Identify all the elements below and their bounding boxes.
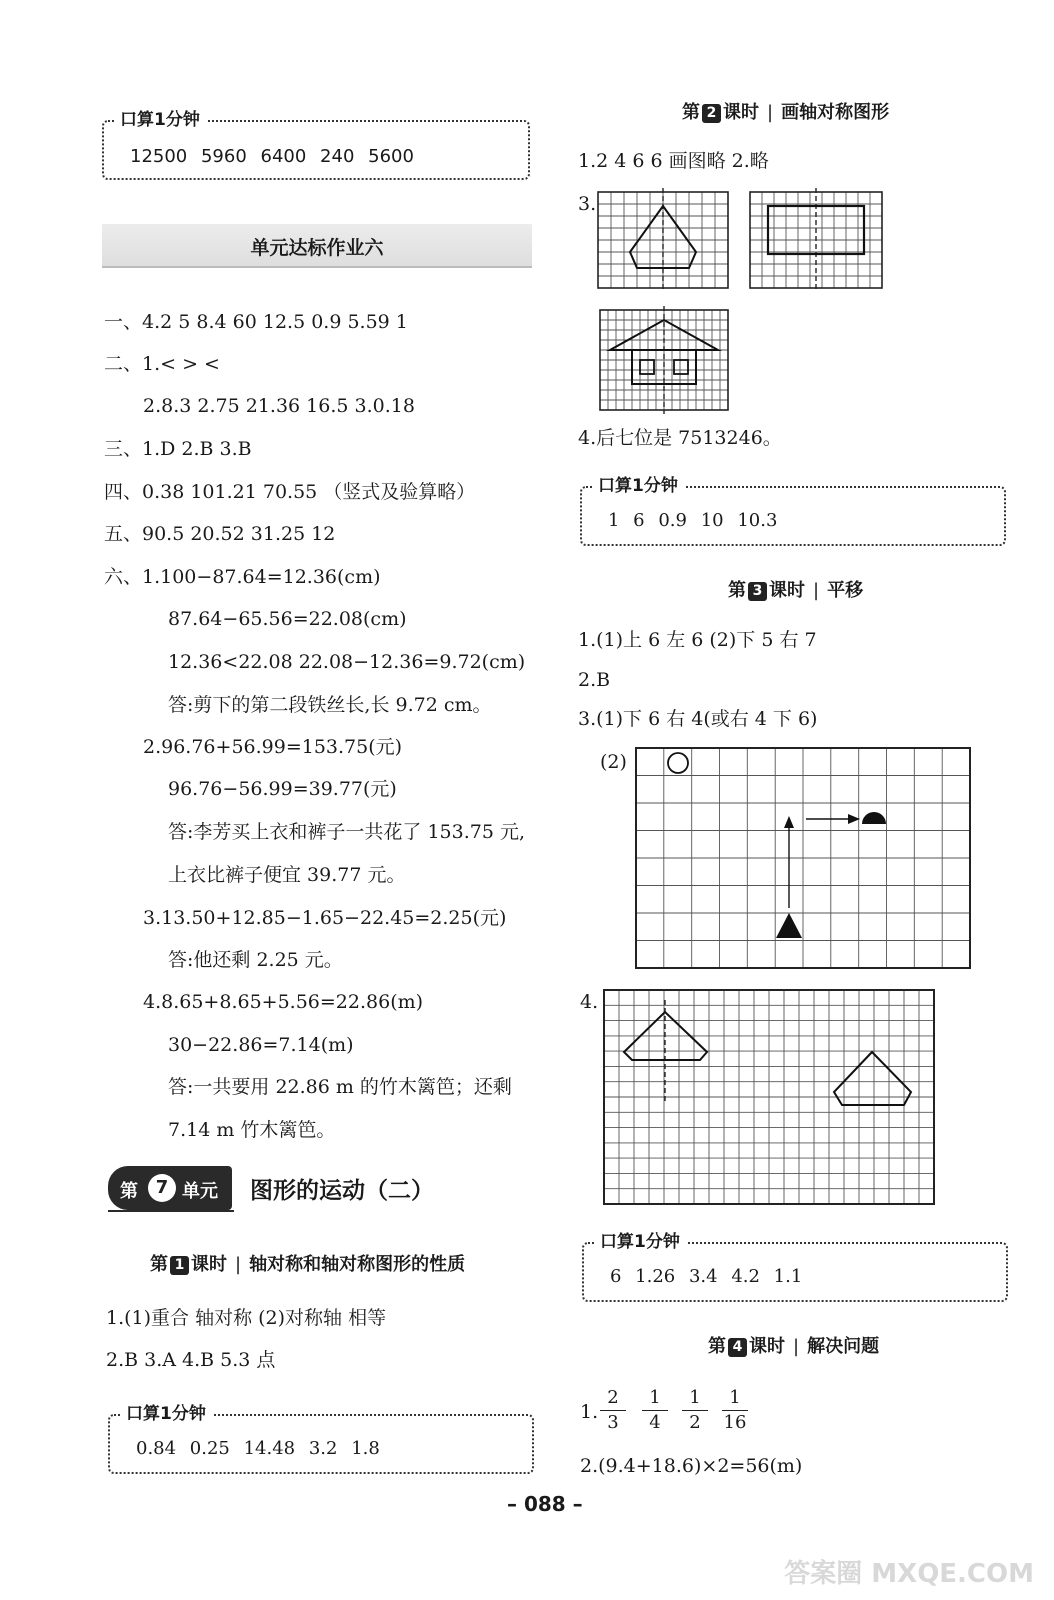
circle-shape [668, 753, 688, 773]
lesson-prefix: 第 [728, 580, 746, 601]
oral-calc-title: 口算1分钟 [114, 109, 206, 131]
fraction-bar [682, 1410, 708, 1411]
answer-line: 3.13.50+12.85−1.65−22.45=2.25(元) [143, 907, 507, 929]
unit-underline [108, 1210, 234, 1212]
oral-calc-title: 口算1分钟 [594, 1231, 686, 1253]
window-right [674, 360, 688, 374]
oral-calc-box-2 [108, 1404, 534, 1474]
answer-line: 二、1.< > < [104, 353, 220, 375]
triangle-shape [776, 913, 802, 938]
answer-line: 四、0.38 101.21 70.55 （竖式及验算略） [104, 481, 476, 503]
page-number: – 088 – [507, 1492, 583, 1516]
fraction [682, 1388, 708, 1433]
lesson-heading-1 [150, 1250, 465, 1276]
fraction-denominator: 4 [649, 1412, 661, 1433]
grid-rectangle [750, 192, 882, 288]
unit-title: 图形的运动（二） [250, 1178, 434, 1204]
answer-line: 4.8.65+8.65+5.56=22.86(m) [143, 991, 424, 1013]
oral-calc-box-4 [582, 1232, 1008, 1302]
answer-line: 一、4.2 5 8.4 60 12.5 0.9 5.59 1 [104, 311, 408, 333]
fraction-bar [642, 1410, 668, 1411]
oral-calc-values: 0.84 0.25 14.48 3.2 1.8 [136, 1438, 380, 1459]
lesson-prefix: 第 [150, 1254, 168, 1275]
section-banner [102, 224, 532, 268]
grid-lines [636, 748, 970, 968]
unit-number: 7 [148, 1174, 176, 1202]
unit-badge [108, 1166, 232, 1210]
lesson-suffix: 课时 [769, 580, 805, 601]
question-label: 3. [578, 193, 597, 215]
oral-calc-box-1 [102, 110, 530, 180]
answer-line: 答:剪下的第二段铁丝长,长 9.72 cm。 [168, 694, 492, 716]
lesson-number: 3 [748, 582, 767, 601]
lesson-suffix: 课时 [723, 102, 759, 123]
lesson-prefix: 第 [682, 102, 700, 123]
answer-line: 1.2 4 6 6 画图略 2.略 [578, 150, 769, 172]
fraction [722, 1388, 748, 1433]
lesson-heading-3 [728, 576, 863, 602]
lesson-heading-2 [682, 98, 889, 124]
answer-line: 2.B [578, 669, 611, 691]
oral-calc-title: 口算1分钟 [120, 1403, 212, 1425]
lesson-heading-4 [708, 1332, 879, 1358]
lesson-title: 轴对称和轴对称图形的性质 [249, 1254, 466, 1275]
lesson-title: 解决问题 [807, 1336, 880, 1357]
unit-suffix: 单元 [182, 1181, 218, 1202]
answer-line: 五、90.5 20.52 31.25 12 [104, 523, 336, 545]
lesson-divider: | [235, 1254, 242, 1275]
answer-line: 答:李芳买上衣和裤子一共花了 153.75 元, [168, 821, 526, 843]
arrow-up-head [784, 816, 794, 828]
answer-line: 7.14 m 竹木篱笆。 [168, 1119, 336, 1141]
fraction-bar [722, 1410, 748, 1411]
grid-house [600, 310, 728, 410]
answer-line: 六、1.100−87.64=12.36(cm) [104, 566, 381, 588]
oral-calc-values: 12500 5960 6400 240 5600 [130, 146, 414, 167]
fraction-denominator: 3 [607, 1412, 619, 1433]
lesson-prefix: 第 [708, 1336, 726, 1357]
fraction-denominator: 16 [723, 1412, 747, 1433]
fraction-numerator: 1 [689, 1387, 701, 1408]
unit-prefix: 第 [120, 1181, 138, 1202]
answer-line: 1.(1)上 6 左 6 (2)下 5 右 7 [578, 629, 817, 651]
arrow-right-head [848, 814, 860, 824]
lesson-title: 平移 [827, 580, 864, 601]
lesson-title: 画轴对称图形 [781, 102, 890, 123]
answer-line: 87.64−65.56=22.08(cm) [168, 608, 407, 630]
answer-line: 12.36<22.08 22.08−12.36=9.72(cm) [168, 651, 526, 673]
fraction-numerator: 1 [729, 1387, 741, 1408]
question-label: (2) [600, 751, 627, 773]
fraction-bar [600, 1410, 626, 1411]
lesson-suffix: 课时 [191, 1254, 227, 1275]
lesson-number: 4 [728, 1338, 747, 1357]
banner-title: 单元达标作业六 [250, 237, 384, 259]
lesson-divider: | [793, 1336, 800, 1357]
fraction [642, 1388, 668, 1433]
lesson-number: 1 [170, 1256, 189, 1275]
fraction-denominator: 2 [689, 1412, 701, 1433]
grid-translation [636, 748, 970, 968]
answer-line: 3.(1)下 6 右 4(或右 4 下 6) [578, 708, 818, 730]
fraction-numerator: 1 [649, 1387, 661, 1408]
answer-line: 2.96.76+56.99=153.75(元) [143, 736, 403, 758]
question-label: 4. [580, 991, 599, 1013]
fraction-numerator: 2 [607, 1387, 619, 1408]
grid-kite-translation [604, 990, 934, 1204]
answer-line: 答:一共要用 22.86 m 的竹木篱笆；还剩 [168, 1076, 512, 1098]
answer-line: 30−22.86=7.14(m) [168, 1034, 354, 1056]
watermark: 答案圈 MXQE.COM [784, 1559, 1034, 1589]
semicircle-shape [862, 812, 886, 824]
answer-line: 1.(1)重合 轴对称 (2)对称轴 相等 [106, 1307, 387, 1329]
window-left [640, 360, 654, 374]
answer-line: 三、1.D 2.B 3.B [104, 438, 252, 460]
answer-line: 2.B 3.A 4.B 5.3 点 [106, 1349, 276, 1371]
lesson-divider: | [813, 580, 820, 601]
lesson-number: 2 [702, 104, 721, 123]
lesson-suffix: 课时 [749, 1336, 785, 1357]
answer-line: 2.8.3 2.75 21.36 16.5 3.0.18 [143, 395, 415, 417]
oral-calc-values: 6 1.26 3.4 4.2 1.1 [610, 1266, 803, 1287]
question-label: 1. [580, 1401, 599, 1423]
oral-calc-box-3 [580, 476, 1006, 546]
oral-calc-values: 1 6 0.9 10 10.3 [608, 510, 778, 531]
answer-line: 上衣比裤子便宜 39.77 元。 [168, 864, 406, 886]
fraction [600, 1388, 626, 1433]
lesson-divider: | [767, 102, 774, 123]
answer-line: 4.后七位是 7513246。 [578, 427, 782, 449]
grid-kite [598, 192, 728, 288]
answer-line: 答:他还剩 2.25 元。 [168, 949, 343, 971]
oral-calc-title: 口算1分钟 [592, 475, 684, 497]
answer-line: 96.76−56.99=39.77(元) [168, 778, 397, 800]
answer-line: 2.(9.4+18.6)×2=56(m) [580, 1455, 803, 1477]
